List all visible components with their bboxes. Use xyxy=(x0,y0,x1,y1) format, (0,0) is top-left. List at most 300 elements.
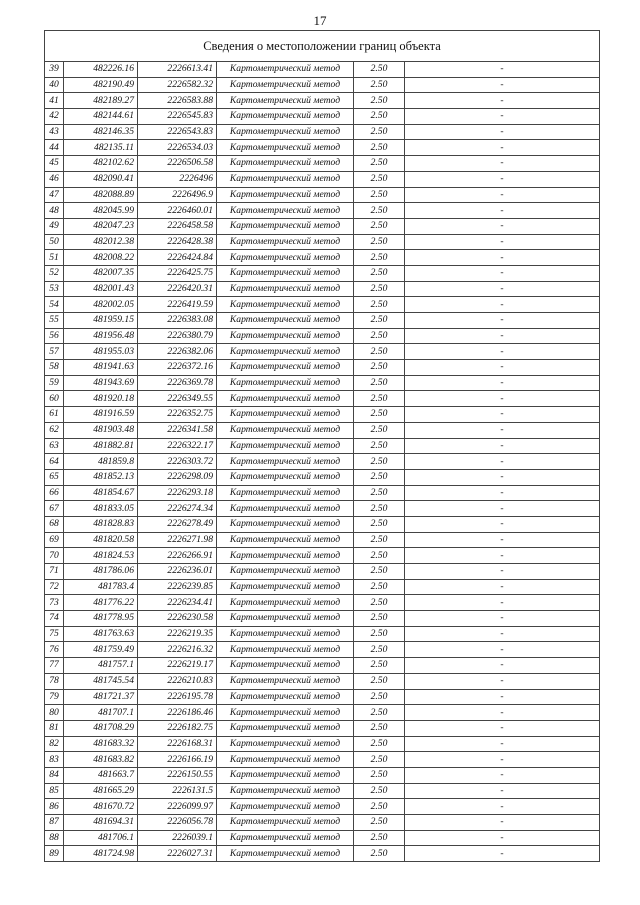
cell-coord-x: 482088.89 xyxy=(64,187,138,203)
cell-accuracy: 2.50 xyxy=(354,658,405,674)
cell-accuracy: 2.50 xyxy=(354,548,405,564)
table-row xyxy=(45,109,600,125)
cell-accuracy: 2.50 xyxy=(354,767,405,783)
cell-coord-x: 481724.98 xyxy=(64,846,138,862)
cell-point-number: 76 xyxy=(45,642,64,658)
cell-method: Картометрический метод xyxy=(217,77,354,93)
cell-point-number: 67 xyxy=(45,501,64,517)
cell-point-number: 41 xyxy=(45,93,64,109)
cell-description: - xyxy=(405,846,600,862)
cell-coord-x: 481956.48 xyxy=(64,328,138,344)
cell-description: - xyxy=(405,673,600,689)
table-row xyxy=(45,501,600,517)
cell-accuracy: 2.50 xyxy=(354,438,405,454)
cell-description: - xyxy=(405,140,600,156)
table-row xyxy=(45,579,600,595)
cell-accuracy: 2.50 xyxy=(354,720,405,736)
table-row xyxy=(45,187,600,203)
table-row xyxy=(45,422,600,438)
cell-method: Картометрический метод xyxy=(217,564,354,580)
cell-method: Картометрический метод xyxy=(217,218,354,234)
cell-method: Картометрический метод xyxy=(217,658,354,674)
table-row xyxy=(45,297,600,313)
cell-description: - xyxy=(405,705,600,721)
cell-point-number: 86 xyxy=(45,799,64,815)
cell-accuracy: 2.50 xyxy=(354,203,405,219)
cell-description: - xyxy=(405,109,600,125)
table-row xyxy=(45,250,600,266)
table-row xyxy=(45,720,600,736)
cell-coord-x: 481759.49 xyxy=(64,642,138,658)
cell-method: Картометрический метод xyxy=(217,407,354,423)
cell-description: - xyxy=(405,579,600,595)
cell-coord-y: 2226216.32 xyxy=(138,642,217,658)
cell-accuracy: 2.50 xyxy=(354,124,405,140)
cell-coord-x: 482146.35 xyxy=(64,124,138,140)
table-row xyxy=(45,485,600,501)
cell-description: - xyxy=(405,767,600,783)
cell-description: - xyxy=(405,93,600,109)
cell-coord-y: 2226230.58 xyxy=(138,611,217,627)
cell-description: - xyxy=(405,815,600,831)
table-row xyxy=(45,564,600,580)
table-row xyxy=(45,234,600,250)
cell-accuracy: 2.50 xyxy=(354,375,405,391)
cell-method: Картометрический метод xyxy=(217,720,354,736)
cell-description: - xyxy=(405,689,600,705)
cell-coord-x: 482008.22 xyxy=(64,250,138,266)
table-row xyxy=(45,815,600,831)
cell-coord-y: 2226182.75 xyxy=(138,720,217,736)
cell-method: Картометрический метод xyxy=(217,799,354,815)
cell-coord-y: 2226150.55 xyxy=(138,767,217,783)
table-row xyxy=(45,391,600,407)
cell-coord-y: 2226303.72 xyxy=(138,454,217,470)
cell-description: - xyxy=(405,548,600,564)
cell-method: Картометрический метод xyxy=(217,124,354,140)
cell-coord-x: 481721.37 xyxy=(64,689,138,705)
cell-point-number: 79 xyxy=(45,689,64,705)
cell-description: - xyxy=(405,77,600,93)
cell-coord-y: 2226293.18 xyxy=(138,485,217,501)
cell-point-number: 80 xyxy=(45,705,64,721)
cell-accuracy: 2.50 xyxy=(354,673,405,689)
cell-coord-x: 481786.06 xyxy=(64,564,138,580)
cell-point-number: 55 xyxy=(45,313,64,329)
cell-description: - xyxy=(405,799,600,815)
cell-accuracy: 2.50 xyxy=(354,313,405,329)
cell-point-number: 69 xyxy=(45,532,64,548)
cell-method: Картометрический метод xyxy=(217,313,354,329)
cell-coord-x: 481757.1 xyxy=(64,658,138,674)
cell-coord-x: 481707.1 xyxy=(64,705,138,721)
table-row xyxy=(45,752,600,768)
cell-accuracy: 2.50 xyxy=(354,454,405,470)
cell-point-number: 46 xyxy=(45,171,64,187)
cell-description: - xyxy=(405,830,600,846)
cell-coord-y: 2226582.32 xyxy=(138,77,217,93)
table-row xyxy=(45,77,600,93)
cell-method: Картометрический метод xyxy=(217,328,354,344)
cell-accuracy: 2.50 xyxy=(354,783,405,799)
cell-coord-x: 481694.31 xyxy=(64,815,138,831)
cell-coord-x: 482047.23 xyxy=(64,218,138,234)
table-row xyxy=(45,203,600,219)
cell-coord-y: 2226349.55 xyxy=(138,391,217,407)
table-row xyxy=(45,375,600,391)
cell-point-number: 39 xyxy=(45,62,64,78)
cell-coord-y: 2226506.58 xyxy=(138,156,217,172)
cell-coord-x: 481783.4 xyxy=(64,579,138,595)
cell-coord-y: 2226425.75 xyxy=(138,265,217,281)
cell-point-number: 54 xyxy=(45,297,64,313)
table-row xyxy=(45,799,600,815)
cell-accuracy: 2.50 xyxy=(354,360,405,376)
table-row xyxy=(45,767,600,783)
cell-point-number: 68 xyxy=(45,516,64,532)
table-row xyxy=(45,689,600,705)
cell-method: Картометрический метод xyxy=(217,250,354,266)
cell-accuracy: 2.50 xyxy=(354,736,405,752)
cell-point-number: 87 xyxy=(45,815,64,831)
cell-coord-y: 2226424.84 xyxy=(138,250,217,266)
cell-point-number: 56 xyxy=(45,328,64,344)
cell-accuracy: 2.50 xyxy=(354,328,405,344)
cell-description: - xyxy=(405,265,600,281)
table-row xyxy=(45,93,600,109)
cell-method: Картометрический метод xyxy=(217,815,354,831)
cell-point-number: 85 xyxy=(45,783,64,799)
cell-description: - xyxy=(405,595,600,611)
cell-method: Картометрический метод xyxy=(217,783,354,799)
table-row xyxy=(45,642,600,658)
cell-coord-y: 2226274.34 xyxy=(138,501,217,517)
cell-coord-x: 482144.61 xyxy=(64,109,138,125)
cell-coord-y: 2226496 xyxy=(138,171,217,187)
cell-coord-x: 481852.13 xyxy=(64,469,138,485)
cell-point-number: 47 xyxy=(45,187,64,203)
cell-description: - xyxy=(405,501,600,517)
cell-description: - xyxy=(405,532,600,548)
cell-method: Картометрический метод xyxy=(217,438,354,454)
cell-coord-x: 481665.29 xyxy=(64,783,138,799)
cell-coord-y: 2226266.91 xyxy=(138,548,217,564)
cell-accuracy: 2.50 xyxy=(354,595,405,611)
cell-accuracy: 2.50 xyxy=(354,344,405,360)
cell-method: Картометрический метод xyxy=(217,344,354,360)
cell-method: Картометрический метод xyxy=(217,689,354,705)
cell-coord-x: 481854.67 xyxy=(64,485,138,501)
table-title: Сведения о местоположении границ объекта xyxy=(45,31,600,62)
cell-method: Картометрический метод xyxy=(217,234,354,250)
cell-accuracy: 2.50 xyxy=(354,689,405,705)
cell-point-number: 43 xyxy=(45,124,64,140)
cell-method: Картометрический метод xyxy=(217,187,354,203)
cell-description: - xyxy=(405,313,600,329)
cell-coord-y: 2226534.03 xyxy=(138,140,217,156)
cell-description: - xyxy=(405,375,600,391)
table-row xyxy=(45,516,600,532)
cell-coord-x: 481745.54 xyxy=(64,673,138,689)
cell-method: Картометрический метод xyxy=(217,375,354,391)
table-row xyxy=(45,313,600,329)
cell-description: - xyxy=(405,736,600,752)
cell-accuracy: 2.50 xyxy=(354,77,405,93)
cell-coord-y: 2226166.19 xyxy=(138,752,217,768)
cell-point-number: 72 xyxy=(45,579,64,595)
cell-coord-y: 2226236.01 xyxy=(138,564,217,580)
cell-accuracy: 2.50 xyxy=(354,234,405,250)
cell-description: - xyxy=(405,454,600,470)
cell-coord-y: 2226219.35 xyxy=(138,626,217,642)
cell-description: - xyxy=(405,171,600,187)
cell-accuracy: 2.50 xyxy=(354,752,405,768)
cell-accuracy: 2.50 xyxy=(354,156,405,172)
cell-coord-x: 481663.7 xyxy=(64,767,138,783)
table-title-row xyxy=(45,31,600,62)
table-row xyxy=(45,140,600,156)
cell-coord-x: 482090.41 xyxy=(64,171,138,187)
cell-coord-y: 2226278.49 xyxy=(138,516,217,532)
cell-point-number: 73 xyxy=(45,595,64,611)
cell-point-number: 49 xyxy=(45,218,64,234)
cell-method: Картометрический метод xyxy=(217,93,354,109)
table-row xyxy=(45,124,600,140)
cell-description: - xyxy=(405,516,600,532)
boundary-coordinates-table xyxy=(44,30,600,862)
cell-description: - xyxy=(405,328,600,344)
cell-accuracy: 2.50 xyxy=(354,218,405,234)
cell-coord-x: 481670.72 xyxy=(64,799,138,815)
cell-description: - xyxy=(405,344,600,360)
cell-accuracy: 2.50 xyxy=(354,250,405,266)
table-row xyxy=(45,171,600,187)
cell-description: - xyxy=(405,407,600,423)
cell-description: - xyxy=(405,626,600,642)
cell-method: Картометрический метод xyxy=(217,830,354,846)
cell-coord-x: 481903.48 xyxy=(64,422,138,438)
cell-coord-y: 2226056.78 xyxy=(138,815,217,831)
cell-accuracy: 2.50 xyxy=(354,62,405,78)
cell-point-number: 64 xyxy=(45,454,64,470)
cell-coord-y: 2226545.83 xyxy=(138,109,217,125)
cell-coord-y: 2226419.59 xyxy=(138,297,217,313)
cell-method: Картометрический метод xyxy=(217,203,354,219)
cell-coord-y: 2226186.46 xyxy=(138,705,217,721)
page-number: 17 xyxy=(313,13,327,28)
cell-coord-y: 2226583.88 xyxy=(138,93,217,109)
cell-point-number: 81 xyxy=(45,720,64,736)
cell-point-number: 58 xyxy=(45,360,64,376)
cell-point-number: 61 xyxy=(45,407,64,423)
cell-coord-x: 481828.83 xyxy=(64,516,138,532)
cell-coord-x: 481943.69 xyxy=(64,375,138,391)
cell-description: - xyxy=(405,658,600,674)
table-row xyxy=(45,783,600,799)
cell-coord-x: 482135.11 xyxy=(64,140,138,156)
cell-description: - xyxy=(405,124,600,140)
table-row xyxy=(45,218,600,234)
cell-coord-x: 482002.05 xyxy=(64,297,138,313)
cell-method: Картометрический метод xyxy=(217,265,354,281)
cell-accuracy: 2.50 xyxy=(354,469,405,485)
cell-method: Картометрический метод xyxy=(217,673,354,689)
table-row xyxy=(45,626,600,642)
cell-point-number: 48 xyxy=(45,203,64,219)
cell-coord-y: 2226428.38 xyxy=(138,234,217,250)
table-row xyxy=(45,360,600,376)
cell-description: - xyxy=(405,783,600,799)
cell-description: - xyxy=(405,642,600,658)
cell-coord-x: 482001.43 xyxy=(64,281,138,297)
cell-coord-x: 481706.1 xyxy=(64,830,138,846)
table-row xyxy=(45,830,600,846)
cell-method: Картометрический метод xyxy=(217,752,354,768)
table-row xyxy=(45,532,600,548)
cell-method: Картометрический метод xyxy=(217,595,354,611)
cell-description: - xyxy=(405,250,600,266)
cell-accuracy: 2.50 xyxy=(354,799,405,815)
cell-point-number: 42 xyxy=(45,109,64,125)
cell-accuracy: 2.50 xyxy=(354,705,405,721)
cell-coord-x: 481683.82 xyxy=(64,752,138,768)
cell-method: Картометрический метод xyxy=(217,736,354,752)
cell-coord-y: 2226210.83 xyxy=(138,673,217,689)
cell-point-number: 75 xyxy=(45,626,64,642)
cell-point-number: 70 xyxy=(45,548,64,564)
cell-coord-x: 482012.38 xyxy=(64,234,138,250)
cell-coord-x: 481776.22 xyxy=(64,595,138,611)
cell-point-number: 44 xyxy=(45,140,64,156)
cell-coord-y: 2226271.98 xyxy=(138,532,217,548)
cell-coord-y: 2226380.79 xyxy=(138,328,217,344)
table-row xyxy=(45,454,600,470)
cell-coord-x: 481941.63 xyxy=(64,360,138,376)
cell-description: - xyxy=(405,611,600,627)
cell-method: Картометрический метод xyxy=(217,846,354,862)
cell-description: - xyxy=(405,438,600,454)
cell-accuracy: 2.50 xyxy=(354,516,405,532)
cell-method: Картометрический метод xyxy=(217,140,354,156)
cell-coord-x: 481955.03 xyxy=(64,344,138,360)
cell-method: Картометрический метод xyxy=(217,548,354,564)
cell-coord-x: 481833.05 xyxy=(64,501,138,517)
cell-description: - xyxy=(405,469,600,485)
cell-point-number: 52 xyxy=(45,265,64,281)
cell-point-number: 53 xyxy=(45,281,64,297)
cell-accuracy: 2.50 xyxy=(354,109,405,125)
cell-coord-x: 481882.81 xyxy=(64,438,138,454)
table-row xyxy=(45,658,600,674)
table-row xyxy=(45,673,600,689)
cell-point-number: 74 xyxy=(45,611,64,627)
cell-description: - xyxy=(405,391,600,407)
cell-coord-y: 2226131.5 xyxy=(138,783,217,799)
cell-method: Картометрический метод xyxy=(217,297,354,313)
cell-accuracy: 2.50 xyxy=(354,281,405,297)
table-row xyxy=(45,62,600,78)
cell-point-number: 77 xyxy=(45,658,64,674)
cell-point-number: 82 xyxy=(45,736,64,752)
cell-accuracy: 2.50 xyxy=(354,830,405,846)
cell-description: - xyxy=(405,187,600,203)
cell-description: - xyxy=(405,720,600,736)
cell-description: - xyxy=(405,203,600,219)
cell-description: - xyxy=(405,422,600,438)
cell-coord-y: 2226460.01 xyxy=(138,203,217,219)
cell-point-number: 40 xyxy=(45,77,64,93)
cell-method: Картометрический метод xyxy=(217,532,354,548)
cell-coord-y: 2226369.78 xyxy=(138,375,217,391)
cell-coord-y: 2226322.17 xyxy=(138,438,217,454)
cell-point-number: 71 xyxy=(45,564,64,580)
cell-point-number: 50 xyxy=(45,234,64,250)
cell-method: Картометрический метод xyxy=(217,485,354,501)
cell-accuracy: 2.50 xyxy=(354,187,405,203)
cell-method: Картометрический метод xyxy=(217,501,354,517)
cell-accuracy: 2.50 xyxy=(354,642,405,658)
cell-method: Картометрический метод xyxy=(217,109,354,125)
table-row xyxy=(45,344,600,360)
cell-coord-y: 2226613.41 xyxy=(138,62,217,78)
table-row xyxy=(45,705,600,721)
cell-accuracy: 2.50 xyxy=(354,846,405,862)
cell-coord-x: 482226.16 xyxy=(64,62,138,78)
cell-method: Картометрический метод xyxy=(217,705,354,721)
cell-coord-y: 2226543.83 xyxy=(138,124,217,140)
cell-method: Картометрический метод xyxy=(217,516,354,532)
cell-coord-x: 481859.8 xyxy=(64,454,138,470)
cell-coord-y: 2226027.31 xyxy=(138,846,217,862)
cell-coord-x: 481959.15 xyxy=(64,313,138,329)
table-row xyxy=(45,156,600,172)
cell-coord-y: 2226039.1 xyxy=(138,830,217,846)
cell-method: Картометрический метод xyxy=(217,62,354,78)
cell-coord-y: 2226239.85 xyxy=(138,579,217,595)
cell-point-number: 45 xyxy=(45,156,64,172)
cell-point-number: 89 xyxy=(45,846,64,862)
cell-coord-y: 2226341.58 xyxy=(138,422,217,438)
cell-point-number: 59 xyxy=(45,375,64,391)
cell-coord-x: 482045.99 xyxy=(64,203,138,219)
cell-point-number: 83 xyxy=(45,752,64,768)
cell-coord-x: 481683.32 xyxy=(64,736,138,752)
cell-point-number: 78 xyxy=(45,673,64,689)
cell-accuracy: 2.50 xyxy=(354,93,405,109)
cell-method: Картометрический метод xyxy=(217,156,354,172)
cell-accuracy: 2.50 xyxy=(354,579,405,595)
cell-method: Картометрический метод xyxy=(217,171,354,187)
cell-description: - xyxy=(405,752,600,768)
cell-description: - xyxy=(405,564,600,580)
cell-description: - xyxy=(405,485,600,501)
cell-description: - xyxy=(405,156,600,172)
cell-coord-y: 2226382.06 xyxy=(138,344,217,360)
cell-coord-x: 482102.62 xyxy=(64,156,138,172)
cell-method: Картометрический метод xyxy=(217,422,354,438)
cell-accuracy: 2.50 xyxy=(354,140,405,156)
cell-accuracy: 2.50 xyxy=(354,532,405,548)
table-row xyxy=(45,281,600,297)
cell-method: Картометрический метод xyxy=(217,454,354,470)
cell-coord-x: 481820.58 xyxy=(64,532,138,548)
cell-accuracy: 2.50 xyxy=(354,815,405,831)
table-row xyxy=(45,469,600,485)
cell-coord-y: 2226298.09 xyxy=(138,469,217,485)
cell-coord-x: 481824.53 xyxy=(64,548,138,564)
cell-coord-x: 482189.27 xyxy=(64,93,138,109)
cell-description: - xyxy=(405,234,600,250)
